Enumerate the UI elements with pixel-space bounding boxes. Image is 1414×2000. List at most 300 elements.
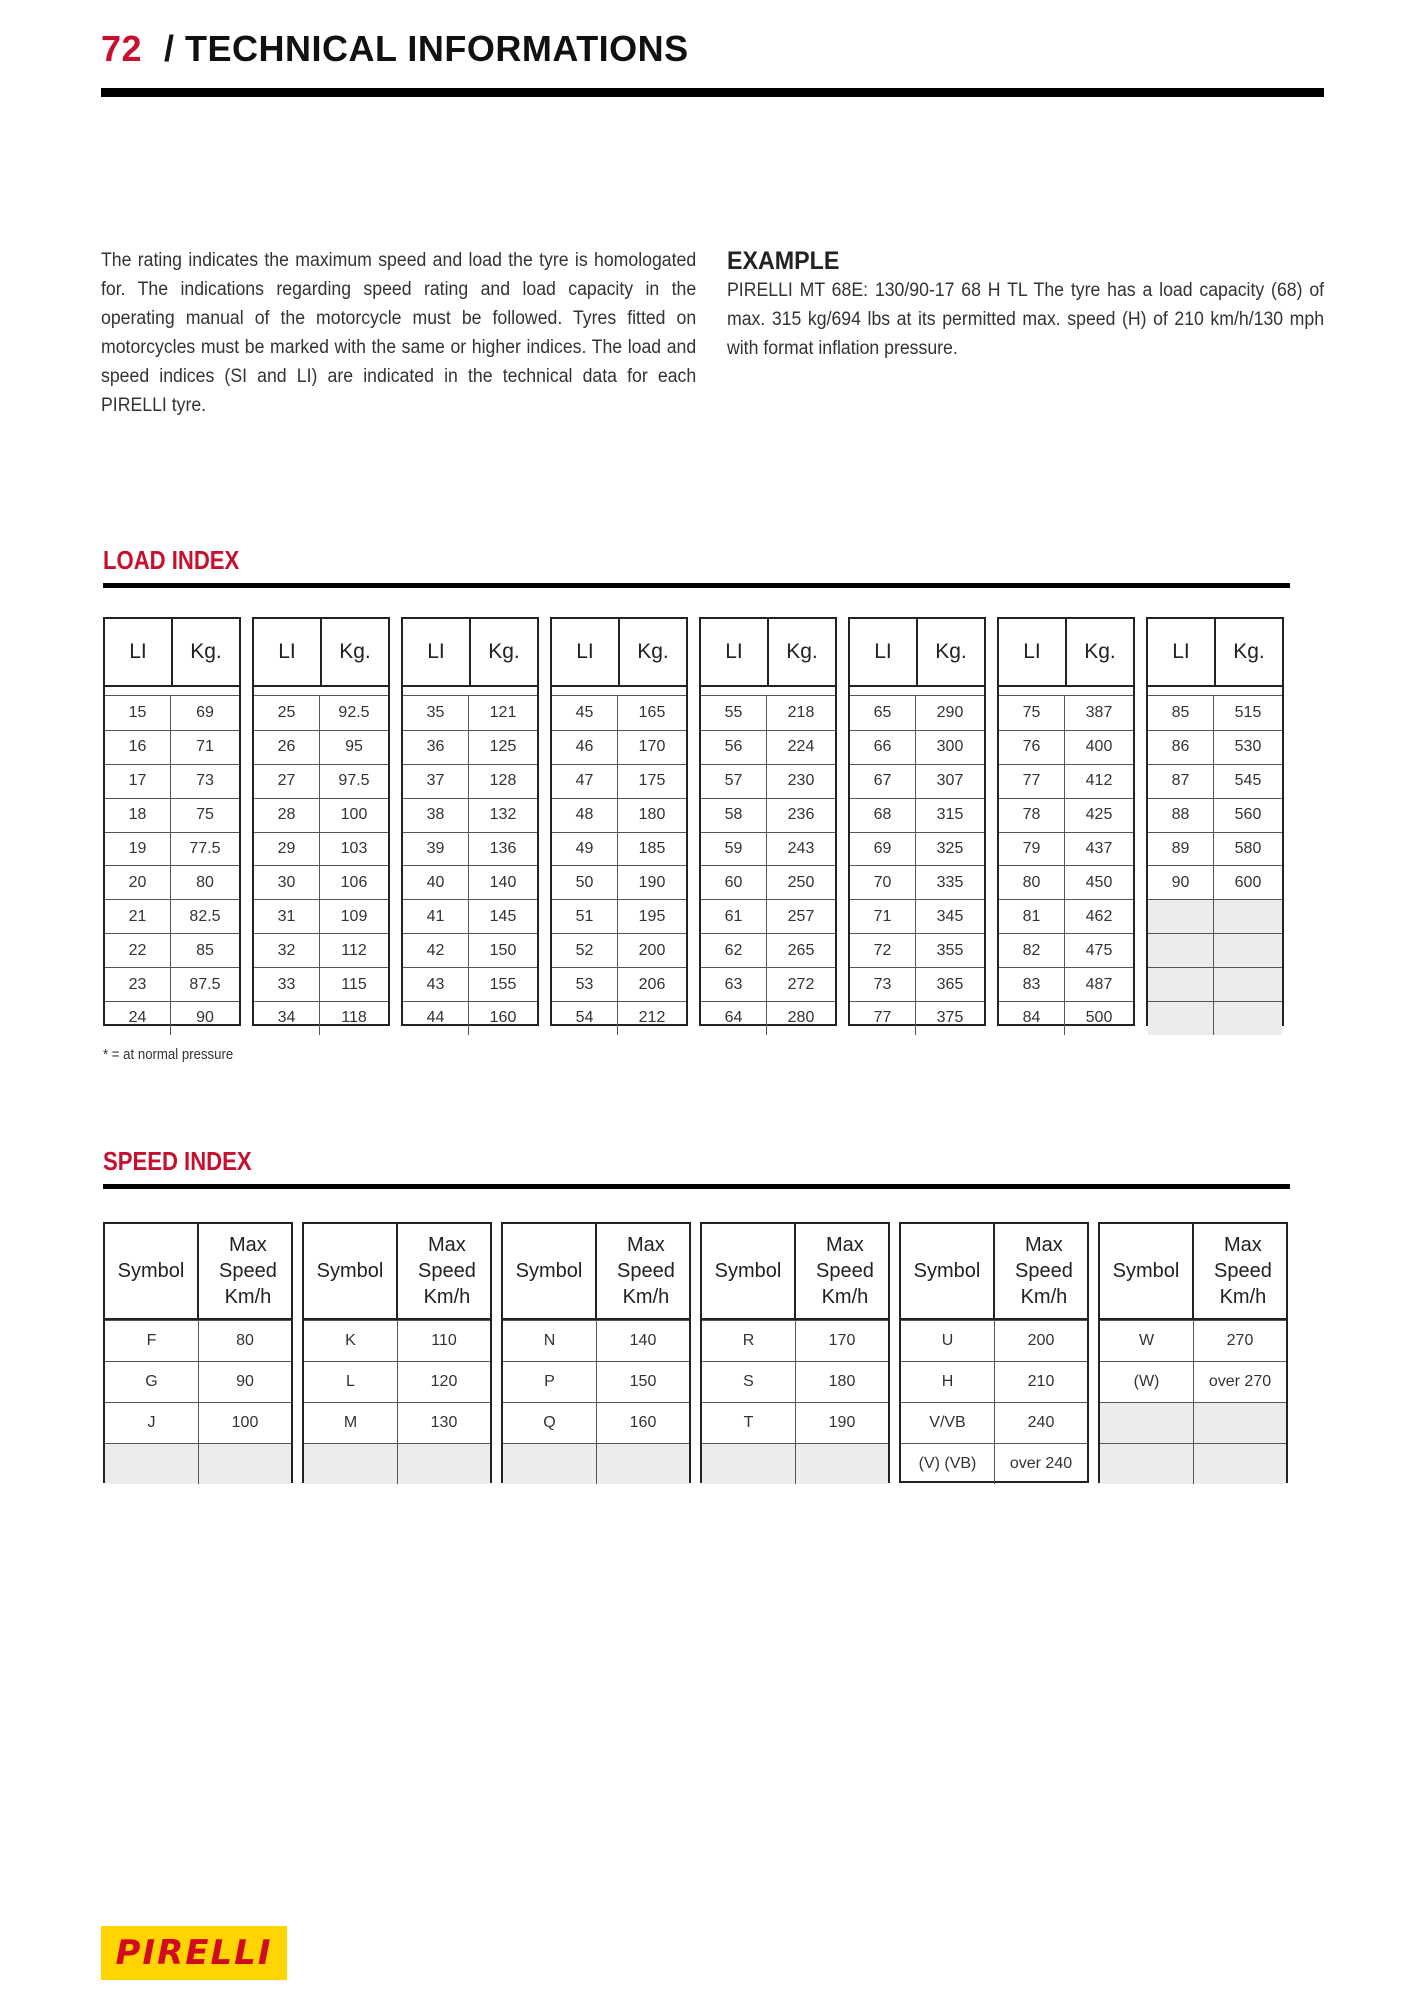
li-cell: 50: [552, 866, 618, 899]
table-row: [254, 798, 388, 832]
kg-cell: 487: [1085, 975, 1113, 993]
table-row: [1100, 1361, 1286, 1402]
table-row: [552, 730, 686, 764]
max-speed-cell: [1194, 1403, 1286, 1443]
li-cell: 29: [254, 833, 320, 866]
li-cell: 77: [999, 765, 1065, 798]
load-index-table: [252, 617, 390, 1026]
kg-cell: 280: [787, 1009, 815, 1027]
table-row: [105, 798, 239, 832]
max-speed-cell: over 240: [1009, 1455, 1073, 1472]
kg-cell: 335: [936, 873, 964, 891]
kg-cell: 69: [196, 703, 214, 721]
table-row: [254, 1001, 388, 1035]
load-index-title: LOAD INDEX: [103, 545, 240, 575]
symbol-column-header: Symbol: [105, 1224, 199, 1318]
li-cell: 75: [999, 696, 1065, 730]
li-cell: 30: [254, 866, 320, 899]
table-row: [701, 1001, 835, 1035]
li-column-header: LI: [999, 619, 1067, 685]
li-cell: 21: [105, 900, 171, 933]
symbol-column-header: Symbol: [503, 1224, 597, 1318]
kg-cell: 195: [638, 907, 666, 925]
table-row: [552, 1001, 686, 1035]
table-row: [999, 832, 1133, 866]
li-cell: 34: [254, 1002, 320, 1035]
kg-cell: 230: [787, 772, 815, 790]
kg-cell: 73: [196, 772, 214, 790]
max-speed-cell: 90: [236, 1373, 254, 1390]
kg-cell: 128: [489, 772, 517, 790]
kg-cell: 112: [341, 941, 367, 959]
table-row: [1148, 730, 1282, 764]
table-row: [701, 764, 835, 798]
page-title: / TECHNICAL INFORMATIONS: [164, 28, 689, 69]
kg-cell: 600: [1234, 873, 1262, 891]
kg-cell: 206: [638, 975, 666, 993]
kg-cell: 118: [341, 1009, 367, 1027]
kg-cell: 82.5: [189, 907, 221, 925]
kg-cell: 71: [196, 738, 214, 756]
li-cell: 62: [701, 934, 767, 967]
table-row: [999, 764, 1133, 798]
li-cell: 90: [1148, 866, 1214, 899]
li-cell: 15: [105, 696, 171, 730]
max-speed-cell: 110: [431, 1332, 457, 1349]
kg-cell: 155: [489, 975, 517, 993]
max-speed-cell: 160: [629, 1414, 657, 1431]
li-cell: 61: [701, 900, 767, 933]
table-row: [105, 1320, 291, 1361]
table-row: [403, 933, 537, 967]
table-row: [304, 1402, 490, 1443]
table-row: [552, 865, 686, 899]
kg-cell: 325: [936, 840, 964, 857]
li-cell: 78: [999, 799, 1065, 832]
li-cell: 67: [850, 765, 916, 798]
li-cell: 47: [552, 765, 618, 798]
max-speed-cell: [199, 1444, 291, 1484]
li-cell: 66: [850, 731, 916, 764]
kg-cell: 365: [936, 975, 964, 993]
symbol-cell: P: [503, 1362, 597, 1402]
table-row: [1148, 1001, 1282, 1035]
li-cell: 45: [552, 696, 618, 730]
li-cell: 51: [552, 900, 618, 933]
kg-cell: 530: [1234, 738, 1262, 756]
li-cell: 46: [552, 731, 618, 764]
kg-cell: 545: [1234, 772, 1262, 790]
table-row: [701, 696, 835, 730]
kg-cell: 121: [489, 703, 517, 721]
table-row: [304, 1443, 490, 1484]
symbol-column-header: Symbol: [1100, 1224, 1194, 1318]
kg-cell: 200: [638, 941, 666, 959]
example-box: [727, 246, 1324, 363]
speed-index-table: [1098, 1222, 1288, 1483]
table-row: [999, 967, 1133, 1001]
kg-cell: 345: [936, 907, 964, 925]
kg-cell: 224: [787, 738, 815, 756]
table-row: [701, 832, 835, 866]
kg-cell: 375: [936, 1009, 964, 1027]
max-speed-cell: 130: [430, 1414, 458, 1431]
symbol-cell: [1100, 1444, 1194, 1484]
load-index-table: [550, 617, 688, 1026]
page-header: [101, 24, 689, 74]
kg-cell: 103: [340, 840, 368, 857]
kg-cell: 425: [1085, 806, 1113, 824]
li-cell: 22: [105, 934, 171, 967]
max-speed-cell: 100: [231, 1414, 259, 1431]
li-cell: 23: [105, 968, 171, 1001]
kg-cell: 180: [638, 806, 666, 824]
table-row: [552, 933, 686, 967]
li-cell: 83: [999, 968, 1065, 1001]
example-title: EXAMPLE: [727, 247, 840, 275]
li-cell: 77: [850, 1002, 916, 1035]
symbol-cell: (V) (VB): [901, 1444, 995, 1484]
li-cell: 81: [999, 900, 1065, 933]
kg-cell: 132: [489, 806, 517, 824]
li-cell: [1148, 968, 1214, 1001]
li-column-header: LI: [105, 619, 173, 685]
example-text: PIRELLI MT 68E: 130/90-17 68 H TL The tyre has a load capacity (68) of max. 315 kg/694 lbs at its permitted max. speed (H) of 210 km/h/130 mph with format inflation pressure.: [727, 280, 1325, 359]
kg-cell: 145: [489, 907, 517, 925]
table-row: [105, 1001, 239, 1035]
li-cell: 17: [105, 765, 171, 798]
li-cell: 69: [850, 833, 916, 866]
kg-cell: 106: [340, 873, 368, 891]
table-row: [850, 764, 984, 798]
kg-column-header: Kg.: [190, 640, 222, 663]
speed-index-table: [899, 1222, 1089, 1483]
kg-cell: 315: [936, 806, 964, 824]
kg-cell: 218: [787, 703, 815, 721]
kg-cell: 140: [489, 873, 517, 891]
li-cell: 82: [999, 934, 1065, 967]
speed-index-table: [302, 1222, 492, 1483]
li-cell: 33: [254, 968, 320, 1001]
table-row: [850, 1001, 984, 1035]
li-cell: 72: [850, 934, 916, 967]
kg-cell: 136: [489, 840, 517, 857]
table-row: [105, 1402, 291, 1443]
max-speed-cell: [796, 1444, 888, 1484]
table-row: [552, 832, 686, 866]
symbol-cell: G: [105, 1362, 199, 1402]
table-row: [850, 933, 984, 967]
table-row: [1148, 832, 1282, 866]
pirelli-logo: [101, 1926, 287, 1980]
kg-cell: 109: [340, 907, 368, 925]
table-row: [403, 1001, 537, 1035]
kg-cell: 87.5: [189, 975, 221, 993]
table-row: [254, 730, 388, 764]
table-row: [850, 730, 984, 764]
li-cell: 27: [254, 765, 320, 798]
kg-cell: 150: [489, 941, 517, 959]
li-cell: 88: [1148, 799, 1214, 832]
load-index-header: [403, 619, 537, 687]
max-speed-column-header: Max Speed Km/h: [1015, 1234, 1073, 1308]
li-cell: 35: [403, 696, 469, 730]
kg-cell: 272: [787, 975, 815, 993]
kg-cell: 412: [1085, 772, 1113, 790]
kg-cell: 85: [196, 941, 214, 959]
table-row: [403, 764, 537, 798]
load-index-header: [850, 619, 984, 687]
table-row: [1148, 899, 1282, 933]
max-speed-cell: 180: [828, 1373, 856, 1390]
li-cell: 32: [254, 934, 320, 967]
table-row: [701, 899, 835, 933]
max-speed-cell: 270: [1226, 1332, 1254, 1349]
li-cell: 28: [254, 799, 320, 832]
table-row: [403, 832, 537, 866]
table-row: [105, 764, 239, 798]
li-column-header: LI: [1148, 619, 1216, 685]
table-row: [702, 1443, 888, 1484]
table-row: [552, 899, 686, 933]
li-cell: 73: [850, 968, 916, 1001]
max-speed-cell: 210: [1027, 1373, 1055, 1390]
li-cell: 44: [403, 1002, 469, 1035]
logo-text: PIRELLI: [115, 1933, 273, 1973]
max-speed-cell: 200: [1027, 1332, 1055, 1349]
table-row: [254, 899, 388, 933]
table-row: [701, 798, 835, 832]
kg-cell: 175: [638, 772, 666, 790]
symbol-cell: U: [901, 1321, 995, 1361]
table-row: [503, 1361, 689, 1402]
li-cell: 80: [999, 866, 1065, 899]
table-row: [403, 899, 537, 933]
kg-cell: 387: [1085, 703, 1113, 721]
li-cell: 24: [105, 1002, 171, 1035]
speed-index-header: [1100, 1224, 1286, 1320]
table-row: [999, 798, 1133, 832]
table-row: [901, 1361, 1087, 1402]
table-row: [403, 967, 537, 1001]
li-column-header: LI: [552, 619, 620, 685]
kg-cell: 400: [1085, 738, 1113, 756]
table-row: [1100, 1320, 1286, 1361]
symbol-cell: (W): [1100, 1362, 1194, 1402]
speed-index-header: [702, 1224, 888, 1320]
load-index-table: [848, 617, 986, 1026]
max-speed-column-header: Max Speed Km/h: [418, 1234, 476, 1308]
table-row: [701, 933, 835, 967]
li-cell: 52: [552, 934, 618, 967]
kg-column-header: Kg.: [1084, 640, 1116, 663]
load-index-table: [401, 617, 539, 1026]
table-row: [1100, 1443, 1286, 1484]
kg-cell: 75: [196, 806, 214, 824]
li-cell: 26: [254, 731, 320, 764]
li-cell: 64: [701, 1002, 767, 1035]
table-row: [254, 967, 388, 1001]
li-cell: 87: [1148, 765, 1214, 798]
symbol-cell: F: [105, 1321, 199, 1361]
kg-cell: 170: [638, 738, 666, 756]
table-row: [105, 1443, 291, 1484]
kg-cell: 97.5: [338, 772, 370, 790]
max-speed-cell: [398, 1444, 490, 1484]
kg-cell: 515: [1234, 703, 1262, 721]
table-row: [304, 1320, 490, 1361]
li-cell: 86: [1148, 731, 1214, 764]
load-index-table: [103, 617, 241, 1026]
li-cell: 43: [403, 968, 469, 1001]
load-index-header: [552, 619, 686, 687]
table-row: [105, 967, 239, 1001]
table-row: [702, 1402, 888, 1443]
table-row: [1148, 967, 1282, 1001]
max-speed-cell: 170: [828, 1332, 856, 1349]
li-cell: 76: [999, 731, 1065, 764]
kg-cell: [1214, 1002, 1282, 1035]
symbol-column-header: Symbol: [901, 1224, 995, 1318]
intro-paragraph: The rating indicates the maximum speed and load the tyre is homologated for. The indications regarding speed rating and load capacity in the operating manual of the motorcycle must be followed. Tyres fitted on motorcycles must be marked with the same or higher indices. The load and speed indices (SI and LI) are indicated in the technical data for each PIRELLI tyre.: [101, 250, 697, 416]
li-cell: 16: [105, 731, 171, 764]
kg-cell: 257: [787, 907, 815, 925]
table-row: [403, 865, 537, 899]
table-row: [1148, 933, 1282, 967]
kg-cell: 290: [936, 703, 964, 721]
header-divider: [101, 88, 1324, 97]
symbol-column-header: Symbol: [304, 1224, 398, 1318]
kg-cell: 212: [638, 1009, 666, 1027]
max-speed-cell: [1194, 1444, 1286, 1484]
li-cell: 79: [999, 833, 1065, 866]
table-row: [850, 798, 984, 832]
max-speed-cell: [597, 1444, 689, 1484]
kg-cell: 90: [196, 1009, 214, 1027]
kg-cell: 475: [1085, 941, 1113, 959]
table-row: [254, 933, 388, 967]
kg-cell: 185: [638, 840, 666, 857]
li-column-header: LI: [403, 619, 471, 685]
speed-index-table: [103, 1222, 293, 1483]
li-cell: 42: [403, 934, 469, 967]
symbol-cell: L: [304, 1362, 398, 1402]
table-row: [850, 832, 984, 866]
table-row: [999, 730, 1133, 764]
kg-cell: 500: [1085, 1009, 1113, 1027]
kg-cell: 250: [787, 873, 815, 891]
li-cell: 31: [254, 900, 320, 933]
table-row: [254, 696, 388, 730]
load-index-header: [1148, 619, 1282, 687]
table-row: [105, 865, 239, 899]
speed-index-table: [700, 1222, 890, 1483]
li-column-header: LI: [850, 619, 918, 685]
table-row: [850, 865, 984, 899]
table-row: [105, 730, 239, 764]
table-row: [503, 1443, 689, 1484]
table-row: [850, 696, 984, 730]
symbol-cell: Q: [503, 1403, 597, 1443]
li-cell: 20: [105, 866, 171, 899]
li-cell: 53: [552, 968, 618, 1001]
table-row: [1148, 764, 1282, 798]
table-row: [901, 1402, 1087, 1443]
max-speed-cell: 120: [430, 1373, 458, 1390]
kg-column-header: Kg.: [935, 640, 967, 663]
kg-cell: 580: [1234, 840, 1262, 857]
li-cell: 58: [701, 799, 767, 832]
symbol-cell: H: [901, 1362, 995, 1402]
table-row: [999, 696, 1133, 730]
max-speed-cell: over 270: [1208, 1373, 1272, 1390]
max-speed-cell: 80: [236, 1332, 254, 1349]
li-cell: 68: [850, 799, 916, 832]
table-row: [105, 832, 239, 866]
li-cell: 59: [701, 833, 767, 866]
table-row: [1100, 1402, 1286, 1443]
li-column-header: LI: [701, 619, 769, 685]
kg-cell: 450: [1085, 873, 1113, 891]
symbol-cell: [503, 1444, 597, 1484]
kg-cell: 300: [936, 738, 964, 756]
kg-cell: 115: [341, 975, 367, 993]
li-cell: 25: [254, 696, 320, 730]
max-speed-cell: 140: [629, 1332, 657, 1349]
kg-cell: 95: [345, 738, 363, 756]
li-cell: [1148, 934, 1214, 967]
table-row: [503, 1402, 689, 1443]
symbol-cell: [105, 1444, 199, 1484]
symbol-cell: [1100, 1403, 1194, 1443]
table-row: [999, 899, 1133, 933]
table-row: [999, 865, 1133, 899]
kg-cell: 236: [787, 806, 815, 824]
max-speed-cell: 190: [828, 1414, 856, 1431]
table-row: [552, 798, 686, 832]
table-row: [1148, 798, 1282, 832]
li-cell: 40: [403, 866, 469, 899]
load-index-footnote: * = at normal pressure: [103, 1046, 234, 1063]
li-cell: 65: [850, 696, 916, 730]
li-cell: 38: [403, 799, 469, 832]
li-cell: 70: [850, 866, 916, 899]
symbol-cell: M: [304, 1403, 398, 1443]
kg-column-header: Kg.: [339, 640, 371, 663]
load-index-header: [701, 619, 835, 687]
load-index-table: [1146, 617, 1284, 1026]
li-cell: 71: [850, 900, 916, 933]
symbol-cell: S: [702, 1362, 796, 1402]
table-row: [850, 967, 984, 1001]
symbol-cell: T: [702, 1403, 796, 1443]
li-cell: 18: [105, 799, 171, 832]
kg-cell: 355: [936, 941, 964, 959]
li-cell: 56: [701, 731, 767, 764]
kg-cell: 80: [196, 873, 214, 891]
li-cell: 49: [552, 833, 618, 866]
symbol-cell: K: [304, 1321, 398, 1361]
table-row: [552, 967, 686, 1001]
kg-cell: 190: [638, 873, 666, 891]
load-index-header: [254, 619, 388, 687]
li-cell: 48: [552, 799, 618, 832]
li-cell: 39: [403, 833, 469, 866]
kg-cell: 243: [787, 840, 815, 857]
li-cell: 60: [701, 866, 767, 899]
li-cell: [1148, 1002, 1214, 1035]
max-speed-column-header: Max Speed Km/h: [219, 1234, 277, 1308]
